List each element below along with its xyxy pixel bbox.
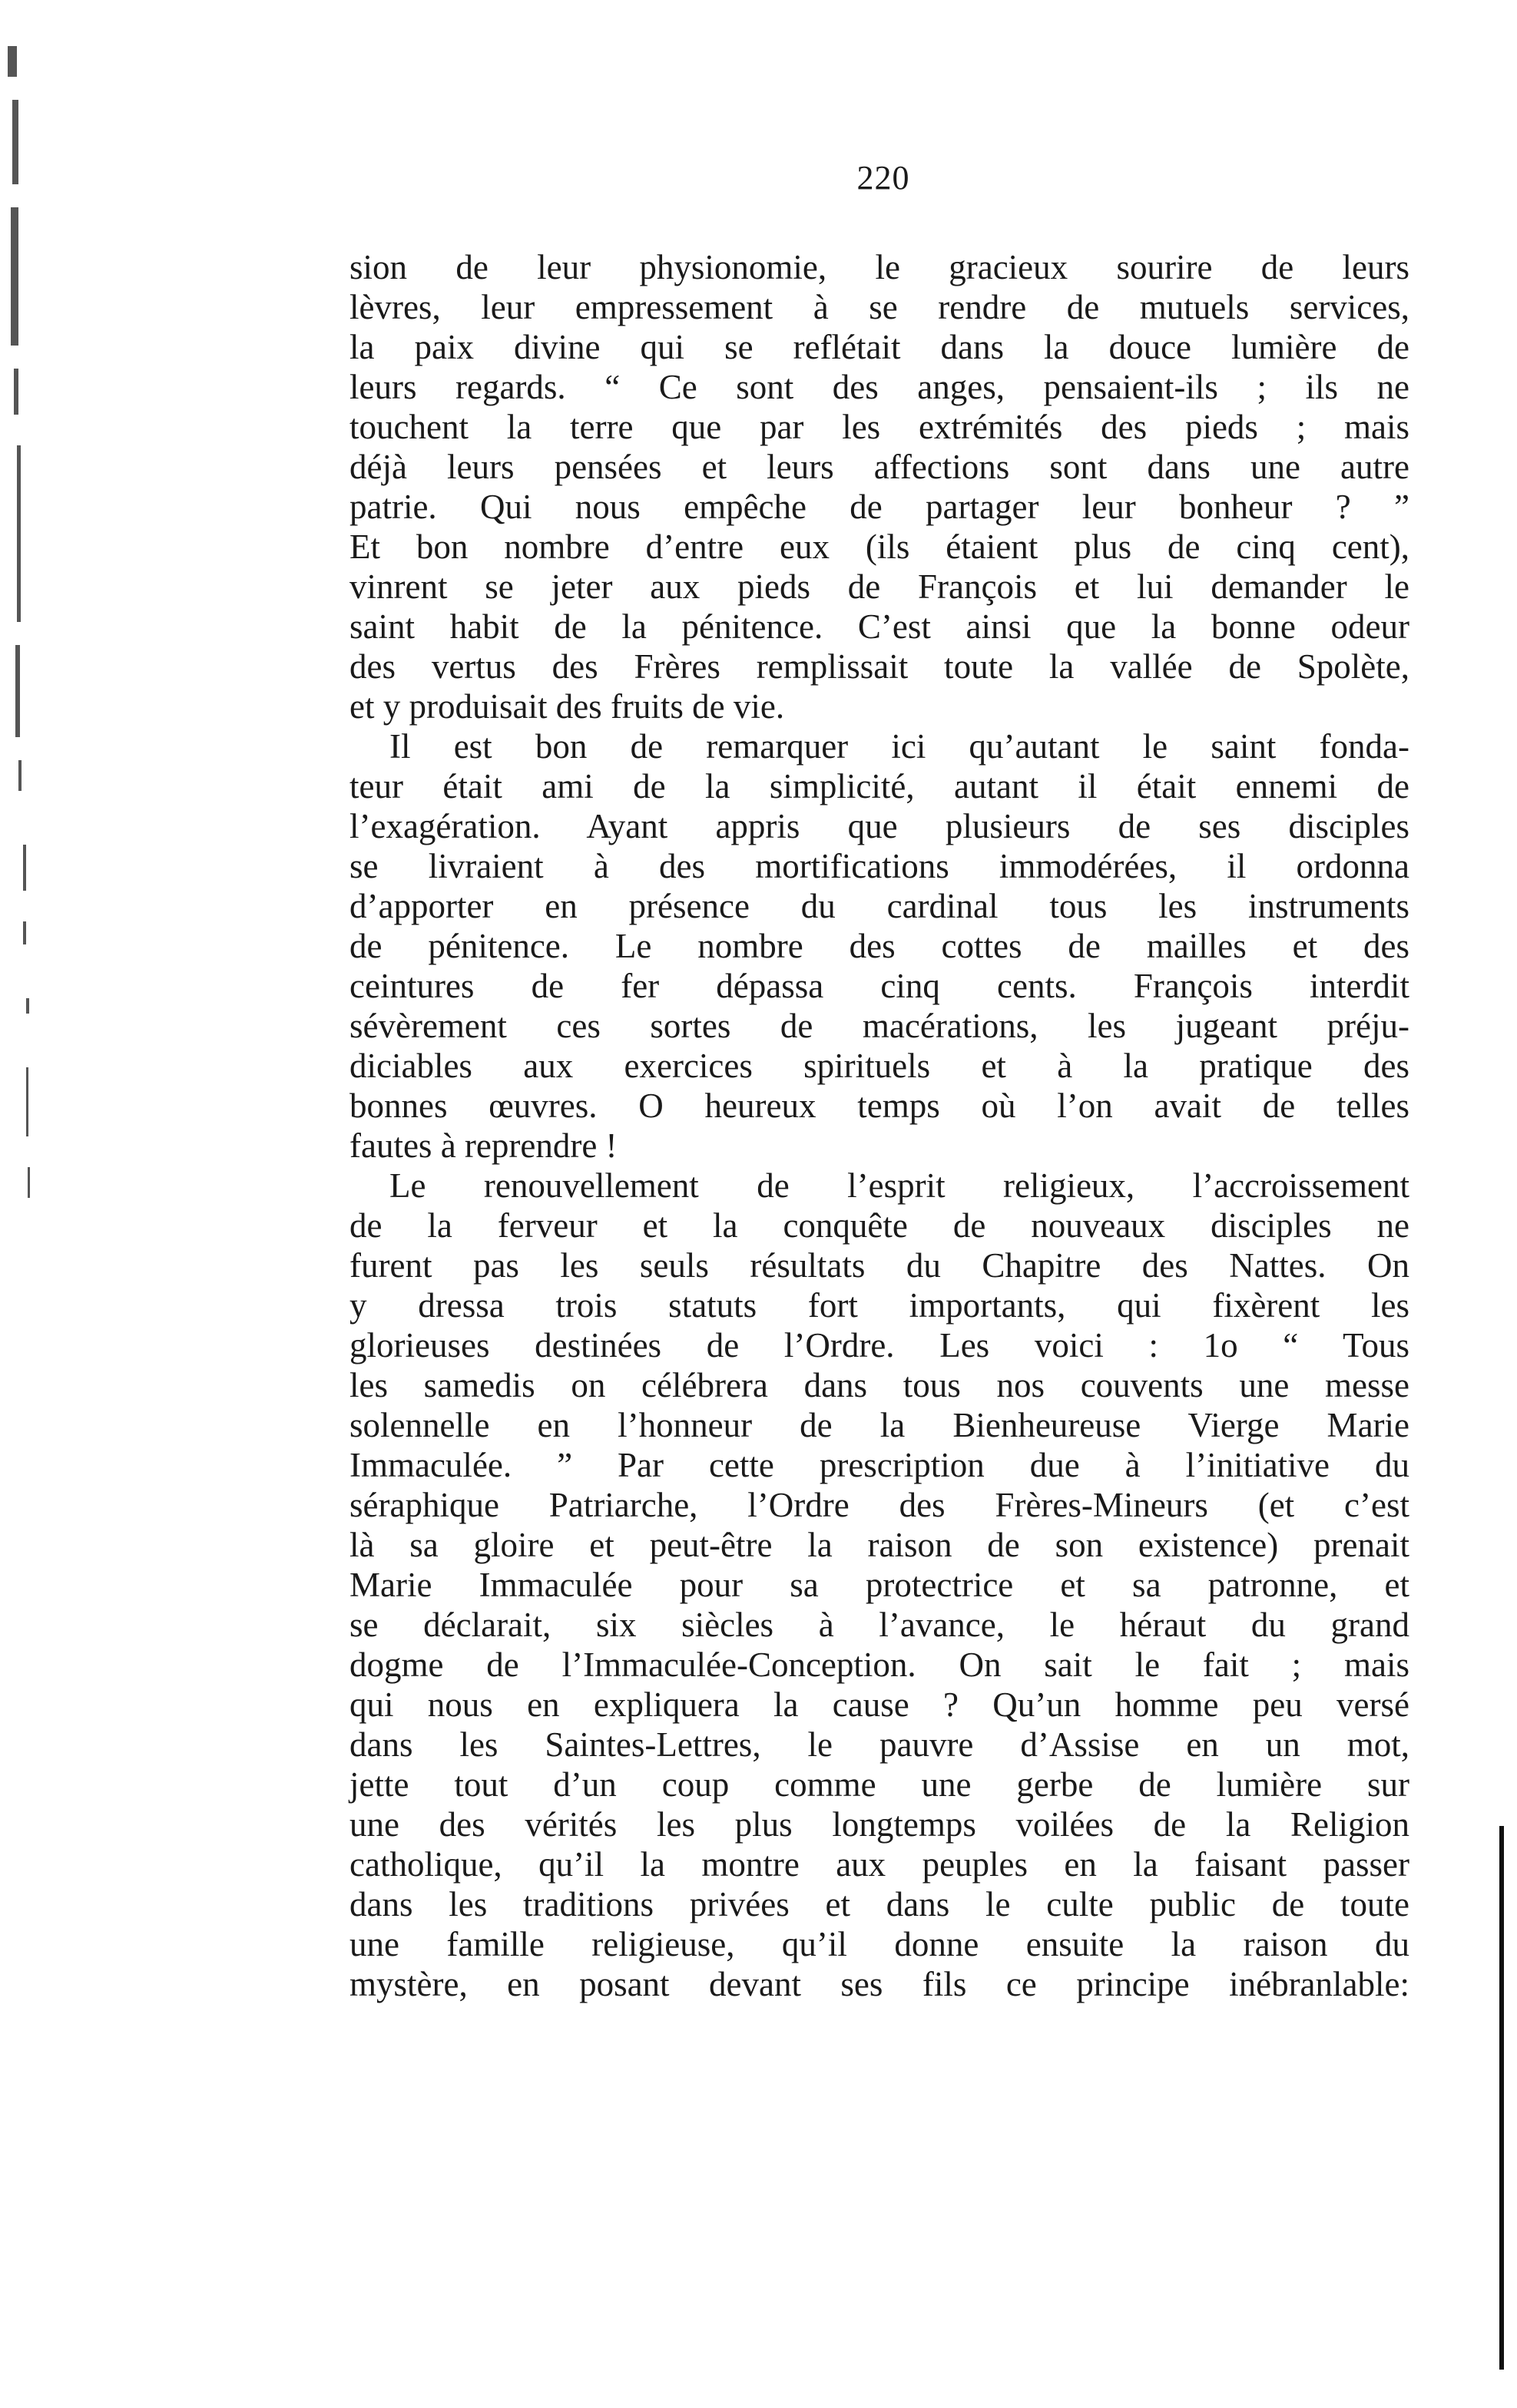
text-line: déjà leurs pensées et leurs affections sont dans une autre [349, 448, 1409, 486]
text-line: y dressa trois statuts fort importants, qui fixèrent les [349, 1286, 1409, 1325]
paragraph-start: Le renouvellement de l’esprit religieux, l’accroissement [389, 1166, 1409, 1205]
scan-edge-rule [1499, 1826, 1504, 2370]
text-line: l’exagération. Ayant appris que plusieurs de ses disciples [349, 807, 1409, 845]
page-number: 220 [856, 159, 910, 197]
text-line: se livraient à des mortifications immodérées, il ordonna [349, 847, 1409, 885]
text-line: catholique, qu’il la montre aux peuples en la faisant passer [349, 1845, 1409, 1884]
text-line: une famille religieuse, qu’il donne ensuite la raison du [349, 1925, 1409, 1963]
text-line: se déclarait, six siècles à l’avance, le héraut du grand [349, 1606, 1409, 1644]
text-line: de pénitence. Le nombre des cottes de mailles et des [349, 927, 1409, 965]
text-line: la paix divine qui se reflétait dans la douce lumière de [349, 328, 1409, 366]
text-line: sévèrement ces sortes de macérations, les jugeant préju- [349, 1007, 1409, 1045]
text-line: là sa gloire et peut-être la raison de son existence) prenait [349, 1526, 1409, 1564]
text-line: diciables aux exercices spirituels et à la pratique des [349, 1047, 1409, 1085]
text-line: dans les traditions privées et dans le culte public de toute [349, 1885, 1409, 1923]
paragraph-start: Il est bon de remarquer ici qu’autant le saint fonda- [389, 727, 1409, 766]
text-line: des vertus des Frères remplissait toute la vallée de Spolète, [349, 647, 1409, 686]
text-line: dogme de l’Immaculée-Conception. On sait le fait ; mais [349, 1646, 1409, 1684]
text-line: lèvres, leur empressement à se rendre de mutuels services, [349, 288, 1409, 326]
text-line: bonnes œuvres. O heureux temps où l’on avait de telles [349, 1087, 1409, 1125]
scan-gutter-marks [8, 46, 35, 1198]
text-line: vinrent se jeter aux pieds de François et lui demander le [349, 567, 1409, 606]
text-line: mystère, en posant devant ses fils ce principe inébranlable: [349, 1965, 1409, 2003]
text-line: solennelle en l’honneur de la Bienheureuse Vierge Marie [349, 1406, 1409, 1444]
text-line: jette tout d’un coup comme une gerbe de lumière sur [349, 1765, 1409, 1804]
body-text [349, 247, 1409, 2004]
text-line: et y produisait des fruits de vie. [349, 687, 785, 726]
text-line: d’apporter en présence du cardinal tous les instruments [349, 887, 1409, 925]
text-line: une des vérités les plus longtemps voilées de la Religion [349, 1805, 1409, 1844]
text-line: qui nous en expliquera la cause ? Qu’un homme peu versé [349, 1685, 1409, 1724]
text-line: furent pas les seuls résultats du Chapitre des Nattes. On [349, 1246, 1409, 1285]
text-line: glorieuses destinées de l’Ordre. Les voici : 1o “ Tous [349, 1326, 1409, 1364]
text-line: les samedis on célébrera dans tous nos couvents une messe [349, 1366, 1409, 1404]
text-line: fautes à reprendre ! [349, 1126, 618, 1165]
text-line: de la ferveur et la conquête de nouveaux disciples ne [349, 1206, 1409, 1245]
text-line: Marie Immaculée pour sa protectrice et sa patronne, et [349, 1566, 1409, 1604]
text-line: Immaculée. ” Par cette prescription due à l’initiative du [349, 1446, 1409, 1484]
text-line: touchent la terre que par les extrémités des pieds ; mais [349, 408, 1409, 446]
text-line: leurs regards. “ Ce sont des anges, pensaient-ils ; ils ne [349, 368, 1409, 406]
text-line: Et bon nombre d’entre eux (ils étaient plus de cinq cent), [349, 528, 1409, 566]
text-line: sion de leur physionomie, le gracieux sourire de leurs [349, 248, 1409, 286]
text-line: dans les Saintes-Lettres, le pauvre d’Assise en un mot, [349, 1725, 1409, 1764]
text-line: saint habit de la pénitence. C’est ainsi que la bonne odeur [349, 607, 1409, 646]
text-line: ceintures de fer dépassa cinq cents. François interdit [349, 967, 1409, 1005]
text-line: patrie. Qui nous empêche de partager leur bonheur ? ” [349, 488, 1409, 526]
text-line: séraphique Patriarche, l’Ordre des Frères-Mineurs (et c’est [349, 1486, 1409, 1524]
text-line: teur était ami de la simplicité, autant il était ennemi de [349, 767, 1409, 805]
